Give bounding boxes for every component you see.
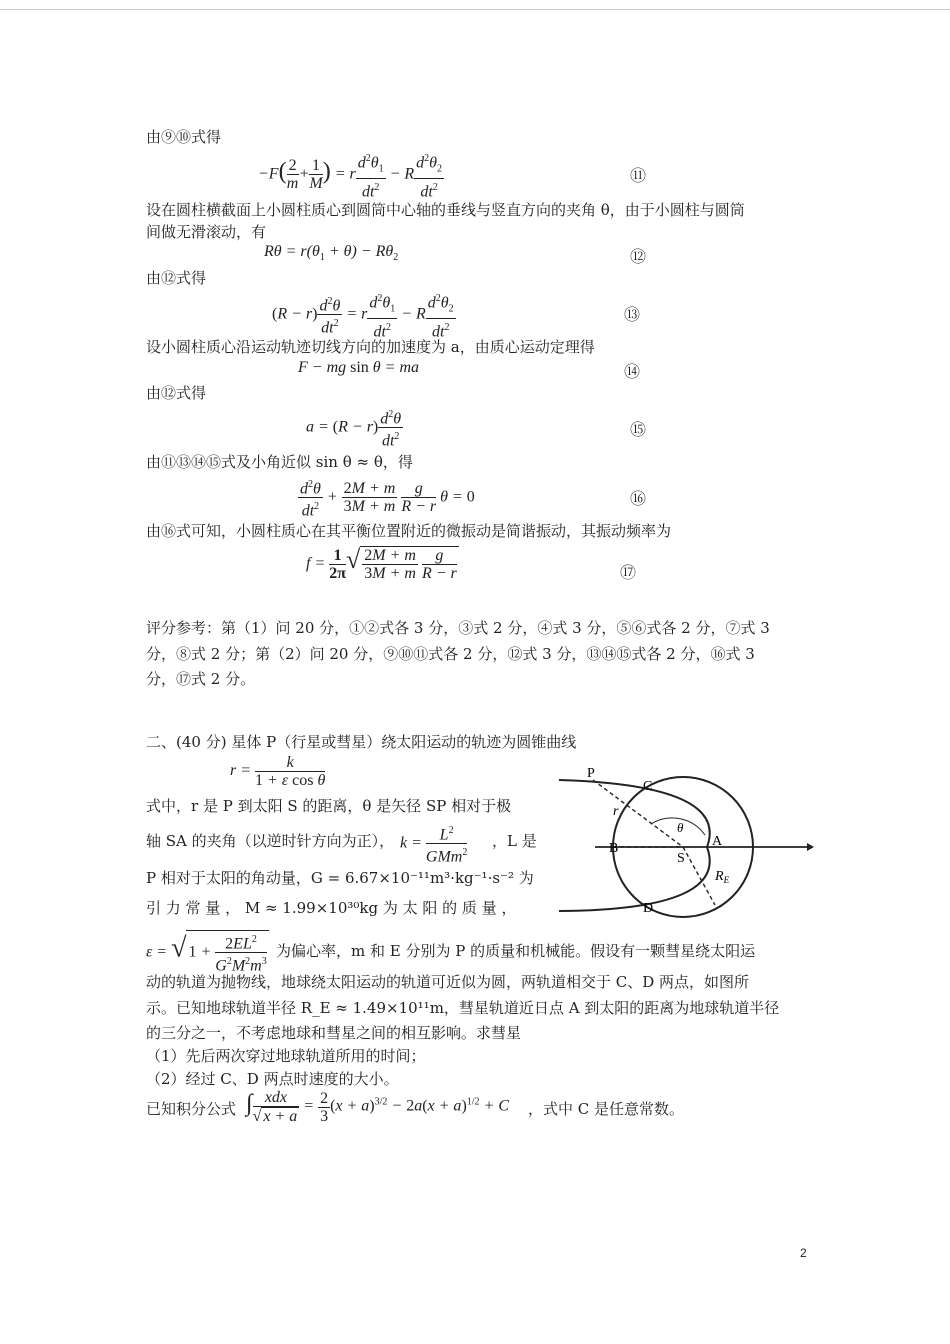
label-A: A — [712, 834, 723, 849]
top-rule — [0, 9, 950, 10]
eccentricity-formula: ε = √ 1 + $\frac{2EL^2}{G^2M^2m^3}$ — [146, 930, 269, 975]
question-1: （1）先后两次穿过地球轨道所用的时间； — [146, 1047, 426, 1065]
equation-13: (R − r) $\frac{d^2\theta}{dt^2}$ = r $\frac{d^2\theta_1}{dt^2}$ − R $\frac{d^2\theta_2}{dt^2}$ — [272, 290, 456, 340]
text-line-1: 由⑨⑩式得 — [146, 128, 222, 146]
equation-number-16: ⑯ — [630, 491, 647, 508]
radius-SP — [593, 780, 683, 847]
orbit-diagram — [555, 760, 815, 920]
equation-number-17: ⑰ — [620, 565, 637, 582]
problem-2-title: 二、(40 分) 星体 P（行星或彗星）绕太阳运动的轨迹为圆锥曲线 — [146, 733, 577, 751]
equation-number-15: ⑮ — [630, 422, 647, 439]
problem-2-line-i: 已知积分公式 — [146, 1100, 237, 1118]
page-number: 2 — [800, 1246, 807, 1260]
problem-2-line-c: P 相对于太阳的角动量，G = 6.67×10⁻¹¹m³·kg⁻¹·s⁻² 为 — [146, 869, 534, 887]
problem-2-line-a: 式中，r 是 P 到太阳 S 的距离，θ 是矢径 SP 相对于极 — [146, 797, 512, 815]
text-line-4: 由⑫式得 — [146, 269, 207, 287]
problem-2-line-h: 的三分之一，不考虑地球和彗星之间的相互影响。求彗星 — [146, 1024, 522, 1042]
problem-2-line-j: ，式中 C 是任意常数。 — [528, 1100, 685, 1118]
label-C: C — [643, 779, 653, 794]
conic-equation: r = $\frac{k}{\text{1 + ε cos θ}}$ — [230, 754, 326, 789]
text-line-5: 设小圆柱质心沿运动轨迹切线方向的加速度为 a，由质心运动定理得 — [146, 338, 595, 356]
k-definition: k = $\frac{L^2}{GMm^2}$ — [400, 822, 467, 866]
text-line-3: 间做无滑滚动，有 — [146, 223, 267, 241]
equation-16: $\frac{d^2\theta}{dt^2}$ + $\frac{2M + m}{3M + m}$ $\frac{g}{R - r}$ θ = 0 — [298, 476, 475, 520]
label-theta: θ — [677, 820, 684, 835]
axis-arrow — [807, 843, 814, 851]
problem-2-line-f: 动的轨道为抛物线，地球绕太阳运动的轨道可近似为圆，两轨道相交于 C、D 两点，如图所 — [146, 973, 750, 991]
score-line-1: 评分参考：第（1）问 20 分，①②式各 3 分，③式 2 分，④式 3 分，⑤⑥式各 2 分，⑦式 3 — [146, 619, 770, 637]
label-B: B — [609, 841, 619, 856]
equation-11: −F( $\frac{2}{m}$ + $\frac{1}{M}$ ) = r $\frac{d^2\theta_1}{dt^2}$ − R $\frac{d^2\theta_2}{dt^2}$ — [258, 150, 444, 200]
label-P: P — [587, 766, 595, 781]
label-r: r — [613, 804, 619, 819]
problem-2-line-g: 示。已知地球轨道半径 R_E ≈ 1.49×10¹¹m，彗星轨道近日点 A 到太阳的距离为地球轨道半径 — [146, 999, 780, 1017]
comet-parabola — [559, 780, 710, 911]
equation-12: $R\theta = r(\theta_1 + \theta) - R\theta_2$ — [264, 243, 399, 264]
question-2: （2）经过 C、D 两点时速度的大小。 — [146, 1070, 399, 1088]
problem-2-line-d: 引 力 常 量 ， M ≈ 1.99×10³⁰kg 为 太 阳 的 质 量 ， — [146, 899, 517, 917]
problem-2-line-e: 为偏心率，m 和 E 分别为 P 的质量和机械能。假设有一颗彗星绕太阳运 — [276, 942, 756, 960]
equation-15: a = (R − r) $\frac{d^2\theta}{dt^2}$ — [306, 406, 403, 450]
problem-2-line-b: 轴 SA 的夹角（以逆时针方向为正）， — [146, 832, 395, 850]
equation-number-14: ⑭ — [624, 364, 641, 381]
equation-number-12: ⑫ — [630, 249, 647, 266]
problem-2-line-b2: ，L 是 — [492, 832, 537, 850]
equation-number-13: ⑬ — [624, 307, 641, 324]
equation-number-11: ⑪ — [630, 168, 647, 185]
equation-14: F − mg sin θ = ma — [298, 359, 420, 376]
text-line-6: 由⑫式得 — [146, 384, 207, 402]
text-line-7: 由⑪⑬⑭⑮式及小角近似 sin θ ≈ θ，得 — [146, 453, 413, 471]
score-line-2: 分，⑧式 2 分；第（2）问 20 分，⑨⑩⑪式各 2 分，⑫式 3 分，⑬⑭⑮式各 2 分，⑯式 3 — [146, 645, 755, 663]
integral-formula: ∫ $\frac{\text{xdx}}{√ x + a}$ = $\frac{2}{3}$ $(x + a)^{3/2} - 2a(x + a)^{1/2} + C$ — [246, 1089, 510, 1125]
label-S: S — [677, 851, 685, 866]
score-line-3: 分，⑰式 2 分。 — [146, 670, 256, 688]
text-line-8: 由⑯式可知，小圆柱质心在其平衡位置附近的微振动是简谐振动，其振动频率为 — [146, 522, 672, 540]
label-RE: $R_E$ — [715, 869, 730, 885]
label-D: D — [643, 901, 654, 916]
text-line-2: 设在圆柱横截面上小圆柱质心到圆筒中心轴的垂线与竖直方向的夹角 θ，由于小圆柱与圆筒 — [146, 201, 745, 219]
equation-17: f = $\frac{1}{2\pi}$ √ $\frac{2M + m}{3M + m}$ $\frac{g}{R - r}$ — [306, 545, 457, 582]
